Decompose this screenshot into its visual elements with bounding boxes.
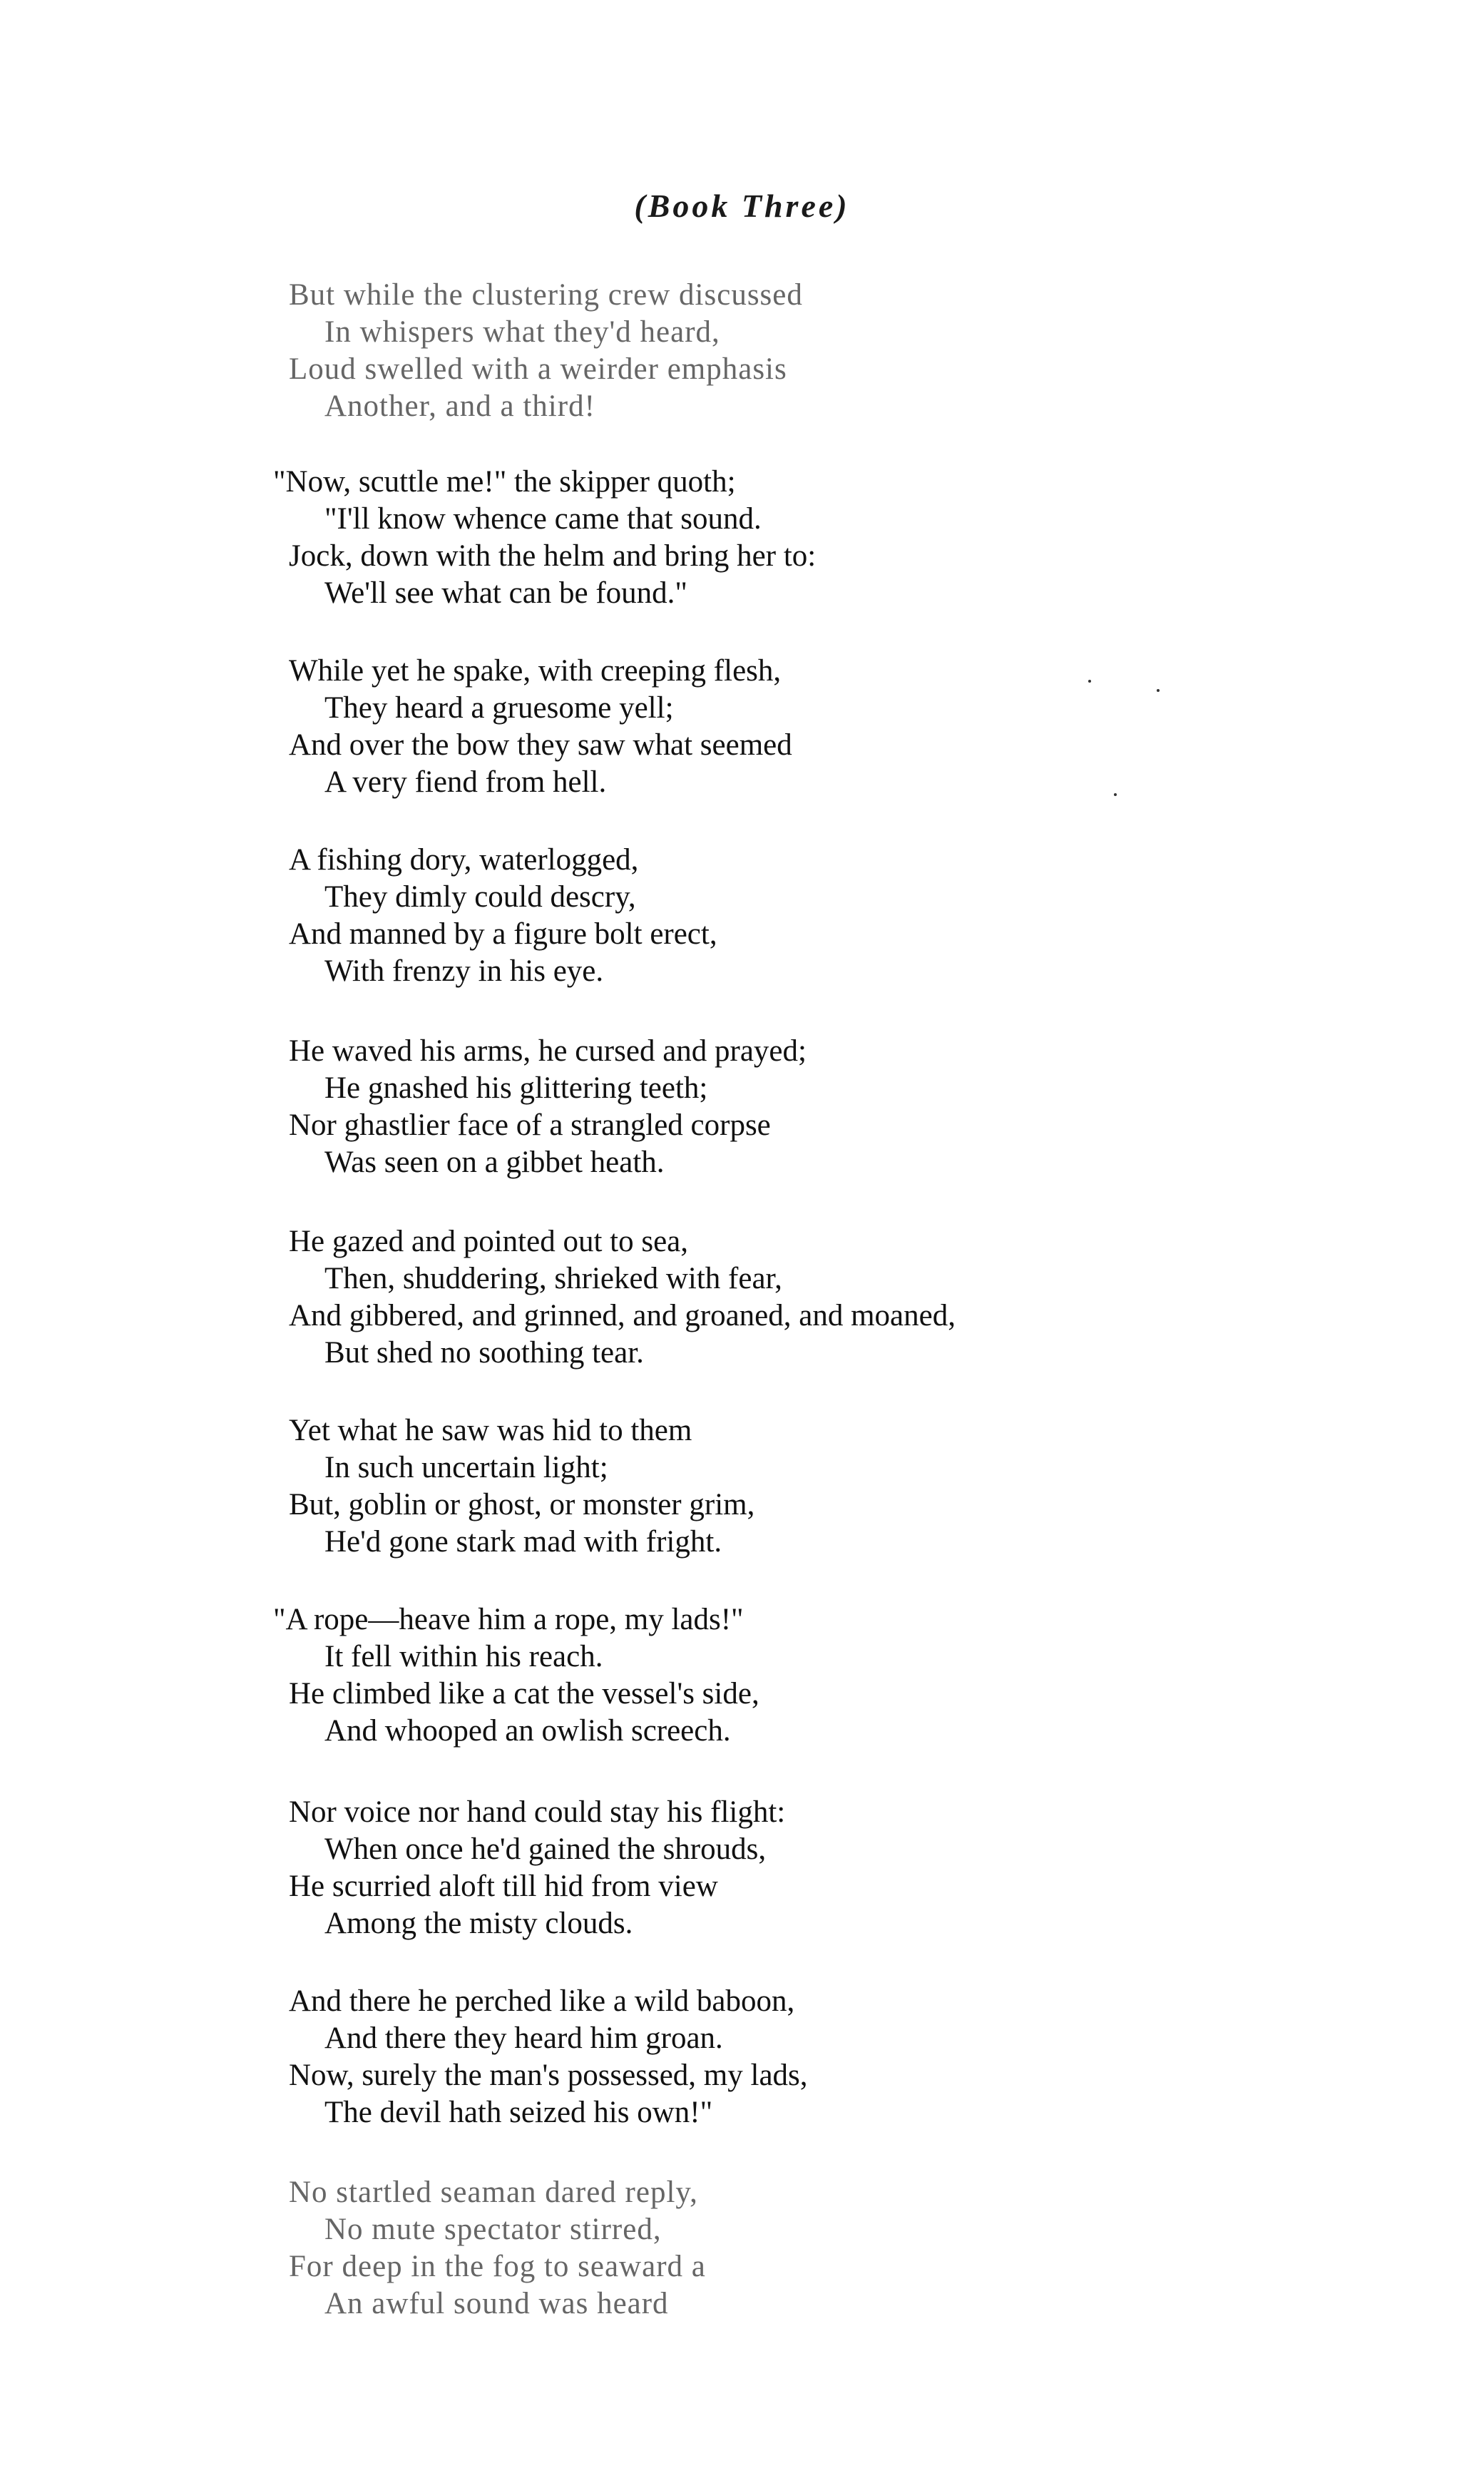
poem-line: "I'll know whence came that sound. — [324, 502, 762, 536]
poem-line: No startled seaman dared reply, — [289, 2176, 698, 2209]
poem-line: Among the misty clouds. — [324, 1907, 633, 1940]
poem-line: But shed no soothing tear. — [324, 1336, 644, 1370]
poem-line: And there he perched like a wild baboon, — [289, 1984, 795, 2018]
poem-line: He gnashed his glittering teeth; — [324, 1071, 708, 1105]
poem-line: He'd gone stark mad with fright. — [324, 1525, 722, 1559]
poem-line: When once he'd gained the shrouds, — [324, 1832, 767, 1866]
poem-line: Yet what he saw was hid to them — [289, 1414, 692, 1447]
poem-line: But, goblin or ghost, or monster grim, — [289, 1488, 755, 1521]
poem-line: He climbed like a cat the vessel's side, — [289, 1677, 759, 1710]
poem-line: And manned by a figure bolt erect, — [289, 917, 717, 951]
speck-mark — [1157, 689, 1160, 692]
poem-line: He scurried aloft till hid from view — [289, 1870, 718, 1903]
poem-line: A very fiend from hell. — [324, 765, 607, 799]
poem-line: And over the bow they saw what seemed — [289, 728, 792, 762]
poem-line: And there they heard him groan. — [324, 2021, 723, 2055]
poem-line: Nor ghastlier face of a strangled corpse — [289, 1108, 771, 1142]
poem-line: We'll see what can be found." — [324, 576, 687, 610]
poem-line: And whooped an owlish screech. — [324, 1714, 731, 1748]
poem-line: Another, and a third! — [324, 389, 595, 423]
poem-line: They dimly could descry, — [324, 880, 636, 914]
poem-line: But while the clustering crew discussed — [289, 278, 803, 312]
poem-line: No mute spectator stirred, — [324, 2213, 662, 2246]
poem-line: Was seen on a gibbet heath. — [324, 1146, 665, 1179]
poem-line: It fell within his reach. — [324, 1640, 603, 1673]
running-header: (Book Three) — [634, 188, 850, 224]
poem-line: With frenzy in his eye. — [324, 954, 604, 988]
poem-line: Loud swelled with a weirder emphasis — [289, 352, 787, 386]
poem-line: He waved his arms, he cursed and prayed; — [289, 1034, 807, 1068]
poem-line: Now, surely the man's possessed, my lads, — [289, 2059, 808, 2092]
poem-line: In whispers what they'd heard, — [324, 315, 720, 349]
poem-line: And gibbered, and grinned, and groaned, and moaned, — [289, 1299, 956, 1332]
poem-line: In such uncertain light; — [324, 1451, 608, 1484]
poem-line: While yet he spake, with creeping flesh, — [289, 654, 782, 688]
poem-line: For deep in the fog to seaward a — [289, 2250, 706, 2283]
speck-mark — [1114, 793, 1117, 796]
poem-line: Nor voice nor hand could stay his flight: — [289, 1795, 786, 1829]
poem-line: He gazed and pointed out to sea, — [289, 1225, 689, 1258]
poem-line: An awful sound was heard — [324, 2287, 669, 2320]
poem-line: They heard a gruesome yell; — [324, 691, 674, 725]
poem-line: The devil hath seized his own!" — [324, 2096, 713, 2129]
poem-line: Jock, down with the helm and bring her to: — [289, 539, 817, 573]
speck-mark — [1088, 680, 1091, 683]
poem-line: Then, shuddering, shrieked with fear, — [324, 1262, 782, 1295]
poem-line: "Now, scuttle me!" the skipper quoth; — [273, 465, 736, 499]
poem-line: "A rope—heave him a rope, my lads!" — [273, 1603, 744, 1636]
poem-line: A fishing dory, waterlogged, — [289, 843, 639, 877]
